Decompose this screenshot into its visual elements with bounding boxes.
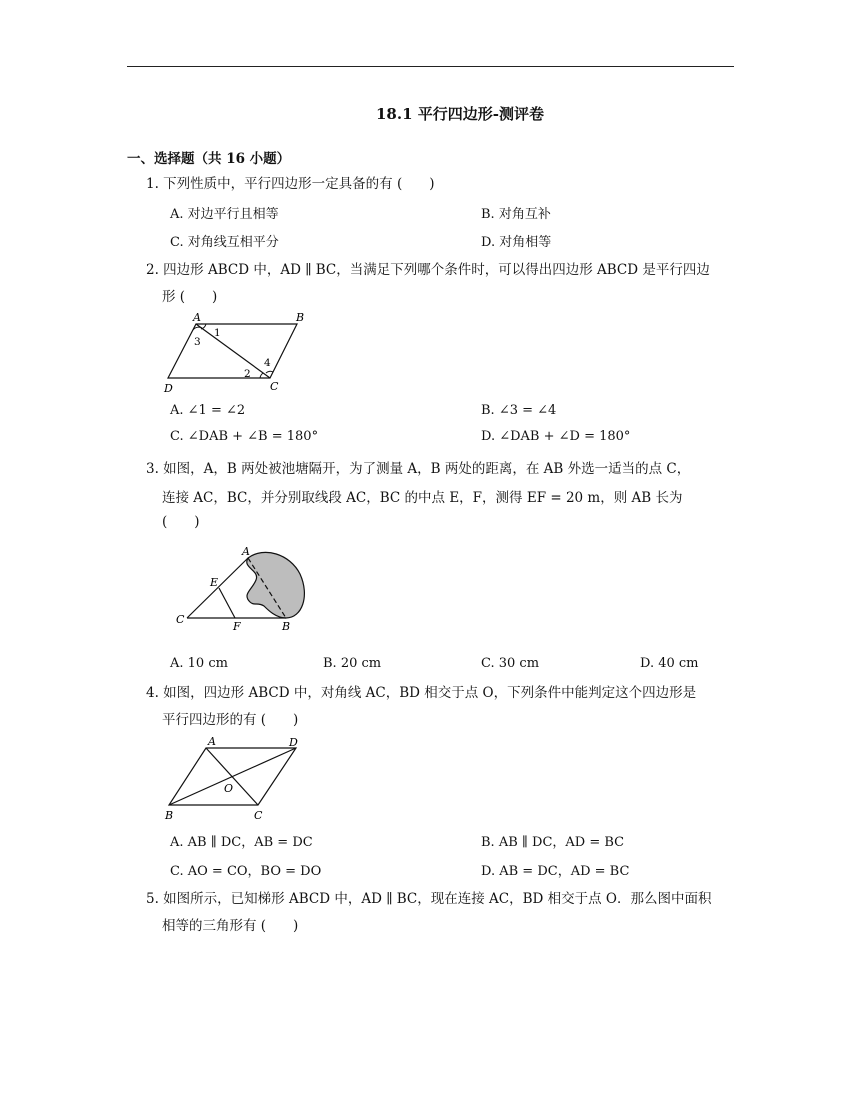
question-5-stem-line1: 5. 如图所示，已知梯形 ABCD 中，AD ∥ BC，现在连接 AC，BD 相交于点 O．那么图中面积 [146, 891, 712, 907]
q3-label-e: E [210, 576, 219, 589]
q2-angle-1: 1 [214, 327, 221, 339]
question-3-stem-line2: 连接 AC，BC，并分别取线段 AC，BC 的中点 E，F，测得 EF = 20 m，则 AB 长为 [162, 490, 683, 506]
page-title: 18.1 平行四边形-测评卷 [376, 105, 544, 123]
q4-label-d: D [289, 736, 298, 749]
question-2-stem-line1: 2. 四边形 ABCD 中，AD ∥ BC，当满足下列哪个条件时，可以得出四边形 ABCD 是平行四边 [146, 262, 710, 278]
question-2-stem-line2: 形 ( ) [162, 289, 218, 305]
q3-pond-figure [172, 540, 312, 634]
q4-option-d: D. AB = DC，AD = BC [481, 864, 630, 879]
q1-option-d: D. 对角相等 [481, 235, 552, 250]
q4-label-c: C [254, 809, 263, 822]
q3-option-c: C. 30 cm [481, 656, 540, 671]
q2-option-a: A. ∠1 = ∠2 [170, 403, 246, 418]
question-4-stem-line2: 平行四边形的有 ( ) [162, 712, 299, 728]
q4-label-a: A [208, 735, 216, 748]
q4-label-b: B [165, 809, 174, 822]
q2-option-d: D. ∠DAB + ∠D = 180° [481, 429, 631, 444]
q4-option-a: A. AB ∥ DC，AB = DC [170, 835, 313, 850]
q2-label-d: D [164, 382, 173, 395]
q2-option-b: B. ∠3 = ∠4 [481, 403, 557, 418]
q3-label-c: C [176, 613, 185, 626]
question-5-stem-line2: 相等的三角形有 ( ) [162, 918, 299, 934]
q3-label-b: B [282, 620, 291, 633]
q3-option-d: D. 40 cm [640, 656, 699, 671]
q2-parallelogram-figure [160, 310, 320, 398]
q4-label-o: O [224, 782, 234, 795]
q2-label-c: C [270, 380, 279, 393]
q4-quadrilateral-figure [160, 733, 310, 825]
top-rule [127, 66, 734, 67]
q2-angle-2: 2 [244, 368, 251, 380]
section-heading: 一、选择题（共 16 小题） [127, 151, 291, 167]
q1-option-c: C. 对角线互相平分 [170, 235, 279, 250]
question-1-stem: 1. 下列性质中，平行四边形一定具备的有 ( ) [146, 176, 435, 192]
q2-label-b: B [296, 311, 305, 324]
q1-option-b: B. 对角互补 [481, 207, 551, 222]
q3-label-a: A [242, 545, 250, 558]
q2-angle-3: 3 [194, 336, 201, 348]
q3-option-a: A. 10 cm [170, 656, 228, 671]
q4-option-b: B. AB ∥ DC，AD = BC [481, 835, 625, 850]
q1-option-a: A. 对边平行且相等 [170, 207, 279, 222]
q3-label-f: F [233, 620, 241, 633]
question-3-stem-line3: ( ) [162, 514, 200, 530]
q2-label-a: A [193, 311, 201, 324]
q3-option-b: B. 20 cm [323, 656, 382, 671]
question-4-stem-line1: 4. 如图，四边形 ABCD 中，对角线 AC，BD 相交于点 O，下列条件中能判定这个四边形是 [146, 685, 697, 701]
question-3-stem-line1: 3. 如图，A，B 两处被池塘隔开，为了测量 A，B 两处的距离，在 AB 外选一适当的点 C， [146, 461, 691, 477]
q2-option-c: C. ∠DAB + ∠B = 180° [170, 429, 319, 444]
q2-angle-4: 4 [264, 357, 271, 369]
q4-option-c: C. AO = CO，BO = DO [170, 864, 322, 879]
